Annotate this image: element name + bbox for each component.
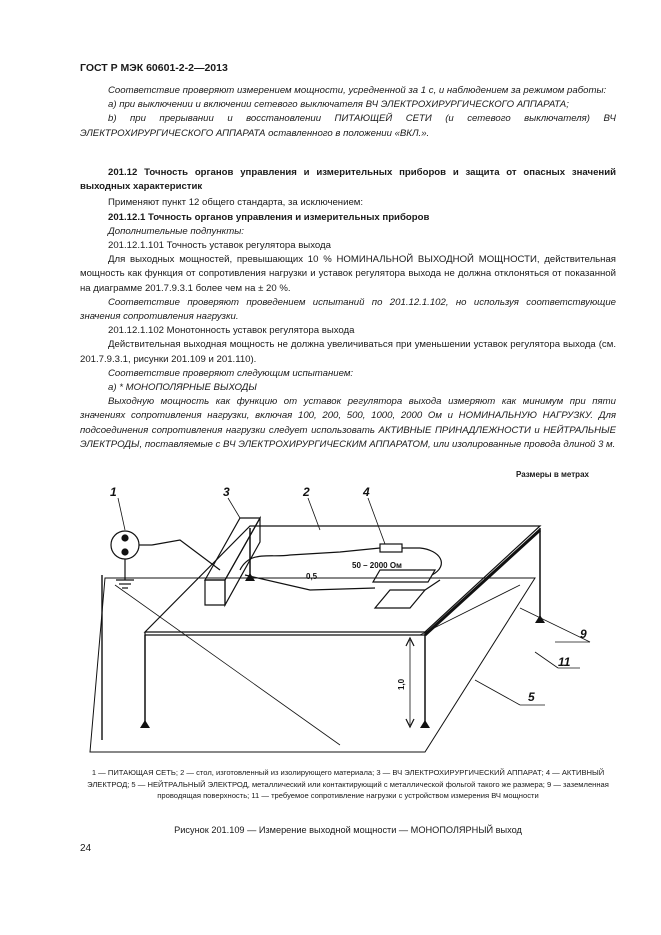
figure-legend: 1 — ПИТАЮЩАЯ СЕТЬ; 2 — стол, изготовленный из изолирующего материала; 3 — ВЧ ЭЛЕКТРОХИРУРГИЧЕСКИЙ АППАРАТ; 4 — АКТИВНЫЙ ЭЛЕКТРОД; 5 — НЕЙТРАЛЬНЫЙ ЭЛЕКТРОД, металлический или контактирующий с металлической фольгой такого же размера; 9 — заземленная проводящая поверхность; 11 — требуемое сопротивление нагрузки с устройством измерения ВЧ мощности (87, 768, 609, 800)
table-top (145, 526, 540, 632)
label-11: 11 (558, 655, 571, 669)
label-2: 2 (303, 485, 310, 499)
section-heading: 201.12 Точность органов управления и измерительных приборов и защита от опасных значений выходных характеристик (80, 167, 616, 193)
figure-diagram (80, 480, 620, 762)
page-number: 24 (80, 843, 92, 854)
section-paragraph: Действительная выходная мощность не должна увеличиваться при уменьшении уставок регулятора выхода (см. 201.7.9.3.1, рисунки 201.109 и 201.110). (80, 339, 616, 365)
resistor-label: 50 – 2000 Ом (352, 561, 402, 570)
figure-caption: Рисунок 201.109 — Измерение выходной мощности — МОНОПОЛЯРНЫЙ выход (174, 825, 522, 835)
compliance-paragraph: Соответствие проверяют следующим испытанием: (108, 367, 354, 379)
neutral-electrode (375, 590, 425, 608)
section-block (80, 162, 616, 452)
intro-block (80, 84, 616, 141)
active-electrode (380, 544, 402, 552)
intro-item-a: a) при выключении и включении сетевого выключателя ВЧ ЭЛЕКТРОХИРУРГИЧЕСКОГО АППАРАТА; (108, 99, 569, 111)
distance-label: 0,5 (306, 572, 318, 581)
height-label: 1,0 (397, 678, 406, 690)
section-paragraph: Применяют пункт 12 общего стандарта, за исключением: (108, 197, 364, 209)
clause-title: 201.12.1.102 Монотонность уставок регулятора выхода (108, 325, 355, 337)
hf-generator (205, 518, 260, 580)
list-item: a) * МОНОПОЛЯРНЫЕ ВЫХОДЫ (108, 382, 257, 394)
load-resistor (373, 570, 435, 582)
intro-line: Соответствие проверяют измерением мощности, усредненной за 1 с, и наблюдением за режимом работы: (108, 85, 607, 96)
label-9: 9 (580, 627, 587, 641)
clause-title: 201.12.1.101 Точность уставок регулятора выхода (108, 240, 331, 252)
section-paragraph: Дополнительные подпункты: (108, 225, 244, 237)
subsection-heading: 201.12.1 Точность органов управления и измерительных приборов (108, 211, 430, 223)
label-3: 3 (223, 485, 230, 499)
section-paragraph: Для выходных мощностей, превышающих 10 % НОМИНАЛЬНОЙ ВЫХОДНОЙ МОЩНОСТИ, действительная мощность как функция от сопротивления нагрузки и уставок регулятора выхода не должна отклоняться от показанной на диаграмме 201.7.9.3.1 более чем на ± 20 %. (80, 254, 616, 294)
compliance-paragraph: Выходную мощность как функцию от уставок регулятора выхода измеряют как минимум при пяти значениях сопротивления нагрузки, включая 100, 200, 500, 1000, 2000 Ом и НОМИНАЛЬНУЮ НАГРУЗКУ. Для подсоединения сопротивления нагрузки следует использовать АКТИВНЫЕ ПРИНАДЛЕЖНОСТИ и НЕЙТРАЛЬНЫЕ ЭЛЕКТРОДЫ, поставляемые с ВЧ ЭЛЕКТРОХИРУРГИЧЕСКИМ АППАРАТОМ, или изолированные провода длиной 3 м. (80, 396, 616, 450)
document-header: ГОСТ Р МЭК 60601-2-2—2013 (80, 62, 228, 74)
test-setup-drawing (80, 480, 620, 762)
intro-item-b: b) при прерывании и восстановлении ПИТАЮЩЕЙ СЕТИ (и сетевого выключателя) ВЧ ЭЛЕКТРОХИРУРГИЧЕСКОГО АППАРАТА оставленного в положении «ВКЛ.». (80, 113, 616, 139)
label-1: 1 (110, 485, 117, 499)
dimensions-note: Размеры в метрах (516, 470, 589, 479)
compliance-paragraph: Соответствие проверяют проведением испытаний по 201.12.1.102, но используя соответствующие значения сопротивления нагрузки. (80, 296, 616, 323)
label-5: 5 (528, 690, 535, 704)
label-4: 4 (363, 485, 370, 499)
